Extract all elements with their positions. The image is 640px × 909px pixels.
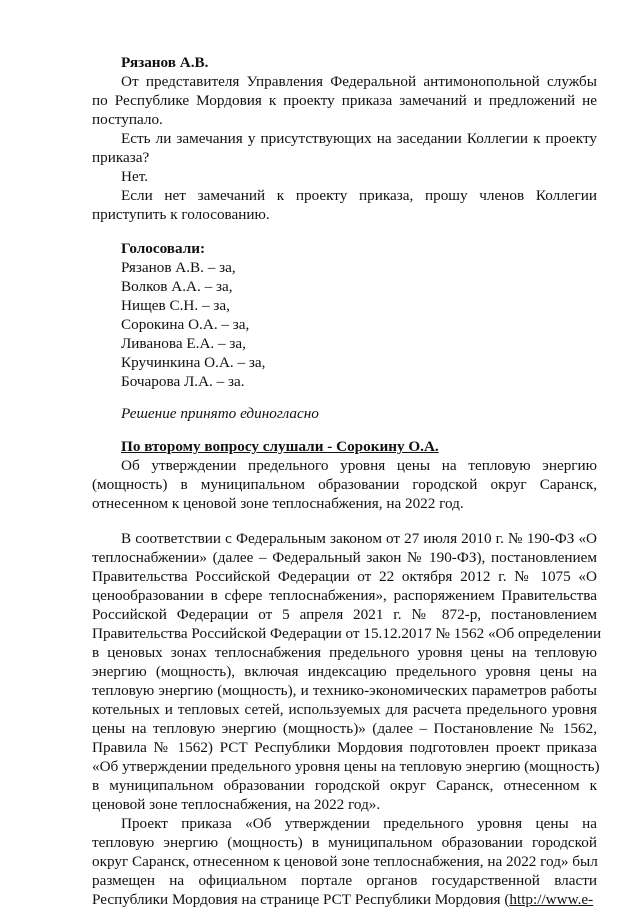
paragraph-line: Российской Федерации от 5 апреля 2021 г. № 872-р, постановлением <box>92 606 597 623</box>
paragraph-line: котельных и тепловых сетей, используемых для расчета предельного уровня <box>92 701 597 718</box>
topic-line: отнесенном к ценовой зоне теплоснабжения, на 2022 год. <box>92 495 464 512</box>
vote-item: Рязанов А.В. – за, <box>121 259 236 276</box>
topic-line: Об утверждении предельного уровня цены на тепловую энергию <box>121 457 597 474</box>
paragraph-line: «Об утверждении предельного уровня цены на тепловую энергию (мощность) <box>92 758 600 775</box>
paragraph-line: тепловую энергию (мощность) в муниципальном образовании городской <box>92 834 597 851</box>
paragraph-line: Есть ли замечания у присутствующих на заседании Коллегии к проекту <box>121 130 597 147</box>
paragraph-line: по Республике Мордовия к проекту приказа замечаний и предложений не <box>92 92 597 109</box>
vote-item: Волков А.А. – за, <box>121 278 233 295</box>
paragraph-line: От представителя Управления Федеральной антимонопольной службы <box>121 73 597 90</box>
paragraph-line: приступить к голосованию. <box>92 206 270 223</box>
vote-item: Ливанова Е.А. – за, <box>121 335 246 352</box>
paragraph-line: в муниципальном образовании городской округ Саранск, отнесенном к <box>92 777 597 794</box>
voting-heading: Голосовали: <box>121 240 206 257</box>
paragraph-line: Нет. <box>121 168 148 185</box>
paragraph-line: поступало. <box>92 111 163 128</box>
paragraph-line: размещен на официальном портале органов государственной власти <box>92 872 597 889</box>
paragraph-line: Проект приказа «Об утверждении предельного уровня цены на <box>121 815 597 832</box>
paragraph-line: приказа? <box>92 149 150 166</box>
paragraph-line: Правительства Российской Федерации от 22 октября 2012 г. № 1075 «О <box>92 568 597 585</box>
paragraph-line: ценообразовании в сфере теплоснабжения», распоряжением Правительства <box>92 587 597 604</box>
paragraph-line: цены на тепловую энергию (мощность)» (далее – Постановление № 1562, <box>92 720 597 737</box>
paragraph-line: ценовой зоне теплоснабжения, на 2022 год». <box>92 796 381 813</box>
second-question-heading: По второму вопросу слушали - Сорокину О.А. <box>121 438 439 455</box>
vote-item: Кручинкина О.А. – за, <box>121 354 266 371</box>
decision-note: Решение принято единогласно <box>121 405 319 422</box>
paragraph-line: энергию (мощность), включая индексацию предельного уровня цены на <box>92 663 597 680</box>
paragraph-line: Правительства Российской Федерации от 15.12.2017 № 1562 «Об определении <box>92 625 602 642</box>
vote-item: Нищев С.Н. – за, <box>121 297 230 314</box>
paragraph-line: округ Саранск, отнесенном к ценовой зоне теплоснабжения, на 2022 год» был <box>92 853 598 870</box>
paragraph-line: В соответствии с Федеральным законом от 27 июля 2010 г. № 190-ФЗ «О <box>121 530 597 547</box>
paragraph-line <box>92 890 597 909</box>
vote-item: Сорокина О.А. – за, <box>121 316 250 333</box>
vote-item: Бочарова Л.А. – за. <box>121 373 245 390</box>
paragraph-text: Республики Мордовия на странице РСТ Республики Мордовия ( <box>92 891 510 908</box>
speaker-name: Рязанов А.В. <box>121 54 209 71</box>
paragraph-line: тепловую энергию (мощность), и технико-экономических параметров работы <box>92 682 597 699</box>
portal-link[interactable]: http://www.e- <box>509 891 594 908</box>
paragraph-line: Правила № 1562) РСТ Республики Мордовия подготовлен проект приказа <box>92 739 597 756</box>
paragraph-line: в ценовых зонах теплоснабжения предельного уровня цены на тепловую <box>92 644 597 661</box>
paragraph-line: теплоснабжении» (далее – Федеральный закон № 190-ФЗ), постановлением <box>92 549 597 566</box>
topic-line: (мощность) в муниципальном образовании городской округ Саранск, <box>92 476 597 493</box>
paragraph-line: Если нет замечаний к проекту приказа, прошу членов Коллегии <box>121 187 597 204</box>
